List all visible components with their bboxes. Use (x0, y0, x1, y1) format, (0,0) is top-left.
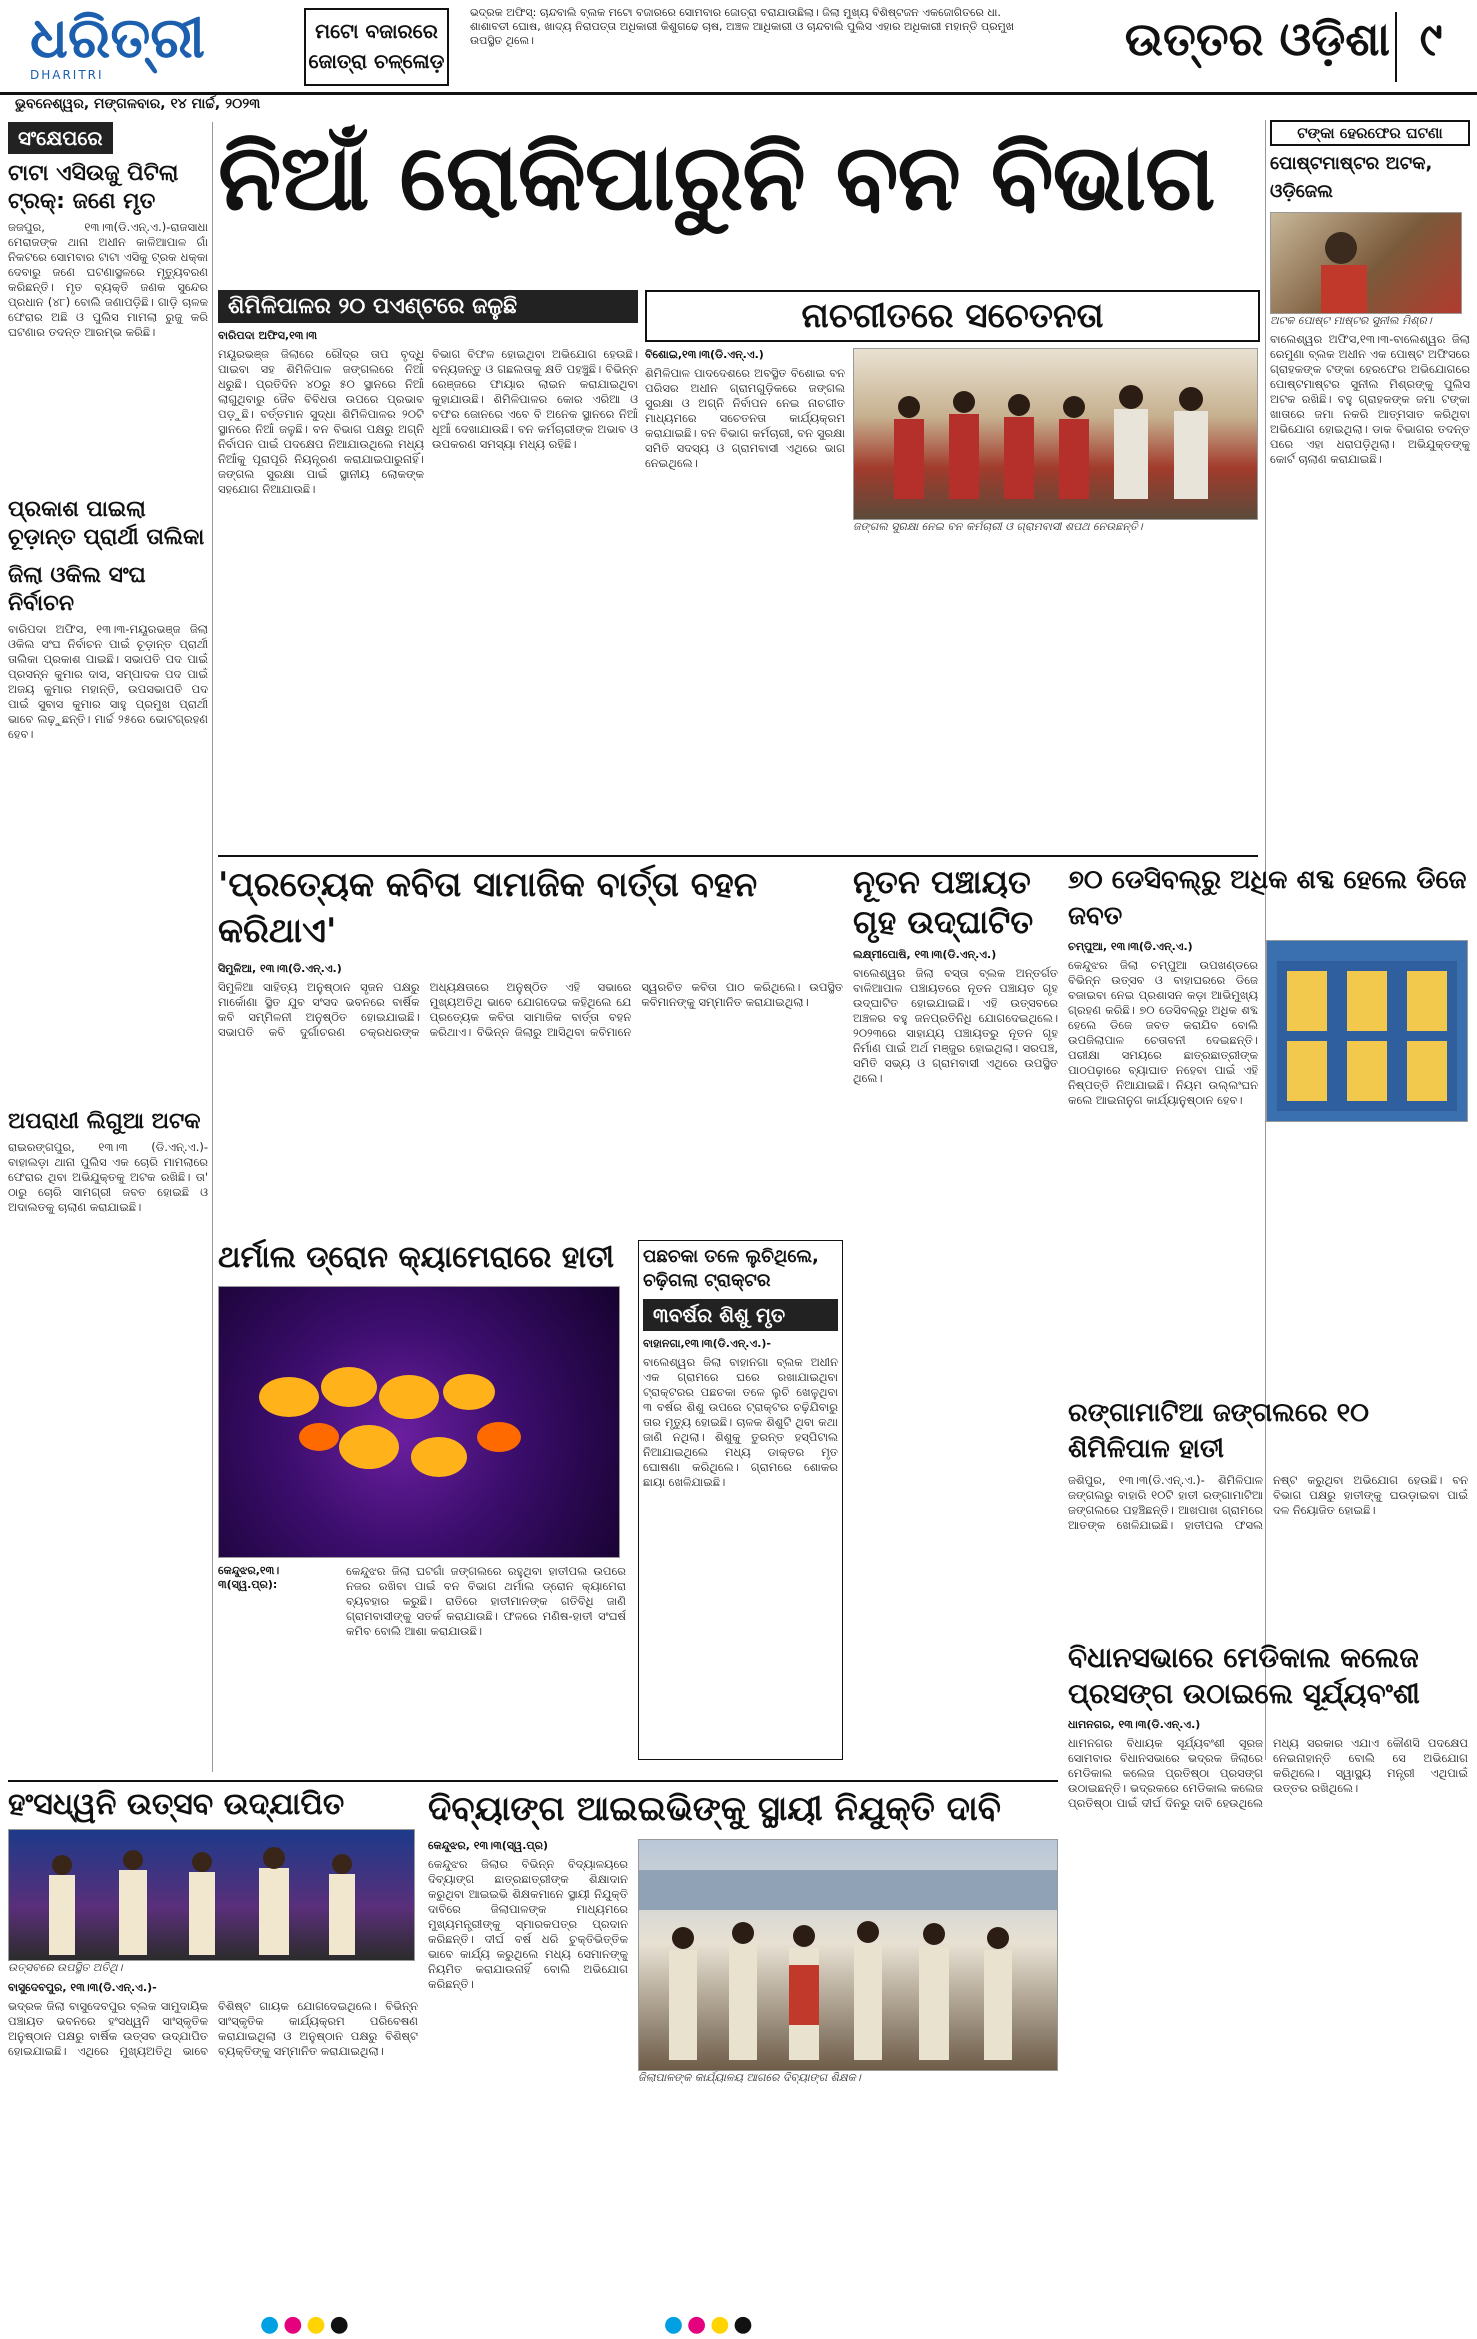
divyang-photo (638, 1839, 1058, 2071)
column-rule (212, 122, 213, 1772)
poetry-body: ସିମୁଳିଆ ସାହିତ୍ୟ ଅନୁଷ୍ଠାନ ସୃଜନ ପକ୍ଷରୁ ମାର୍କୋଣା ସ୍ଥିତ ଯୁବ ସଂସଦ ଭବନରେ ବାର୍ଷିକ କବି ସମ୍ମିଳନୀ ଅନୁଷ୍ଠିତ ହୋଇଯାଇଛି। ସଭାପତି କବି ଦୁର୍ଗାଚରଣ ଚକ୍ରଧରଙ୍କ ଅଧ୍ୟକ୍ଷତାରେ ଅନୁଷ୍ଠିତ ଏହି ସଭାରେ ମୁଖ୍ୟଅତିଥି ଭାବେ ଯୋଗଦେଇ କହିଥିଲେ ଯେ ପ୍ରତ୍ୟେକ କବିତା ସାମାଜିକ ବାର୍ତ୍ତା ବହନ କରିଥାଏ। ବିଭିନ୍ନ ଜିଲାରୁ ଆସିଥିବା କବିମାନେ ସ୍ୱରଚିତ କବିତା ପାଠ କରିଥିଲେ। ଉପସ୍ଥିତ କବିମାନଙ୍କୁ ସମ୍ମାନିତ କରାଯାଇଥିଲା। (218, 980, 843, 1039)
brief-1-body: ଜଜପୁର, ୧୩।୩(ଡି.ଏନ୍.ଏ.)-ରାଜସାଧା ମେରାଜଙ୍କ ଥାନା ଅଧୀନ କାଳିଆପାଳ ଗାଁ ନିକଟରେ ସୋମବାର ଟାଟା ଏସିକୁ ଟ୍ରକ ଧକ୍କା ଦେବାରୁ ଜଣେ ଘଟଣାସ୍ଥଳରେ ମୃତ୍ୟୁବରଣ କରିଛନ୍ତି। ମୃତ ବ୍ୟକ୍ତି ଜଣକ ସୁନ୍ଦେର ପ୍ରଧାନ (୪୮) ବୋଲି ଜଣାପଡ଼ିଛି। ଗାଡ଼ି ଚାଳକ ଫେରାର ଅଛି ଓ ପୁଲିସ ମାମଲା ରୁଜୁ କରି ଘଟଣାର ତଦନ୍ତ ଆରମ୍ଭ କରିଛି। (8, 220, 208, 339)
divyang-story (428, 1787, 1058, 2287)
hansadhwani-caption: ଉତ୍ସବରେ ଉପସ୍ଥିତ ଅତିଥି। (8, 1961, 123, 1974)
awareness-photo (853, 348, 1258, 520)
truck-body: ବାଲେଶ୍ୱର ଜିଲା ବାହାନଗା ବ୍ଲକ ଅଧୀନ ଏକ ଗ୍ରାମରେ ଘରେ ରଖାଯାଇଥିବା ଟ୍ରାକ୍ଟରର ପଛଚକା ତଳେ ଲୁଚି ଖେଳୁଥିବା ୩ ବର୍ଷର ଶିଶୁ ଉପରେ ଟ୍ରାକ୍ଟର ଚଢ଼ିଯିବାରୁ ତାର ମୃତ୍ୟୁ ହୋଇଛି। ଚାଳକ ଶିଶୁଟି ଥିବା କଥା ଜାଣି ନଥିଲା। ଶିଶୁକୁ ତୁରନ୍ତ ହସ୍ପିଟାଲ ନିଆଯାଇଥିଲେ ମଧ୍ୟ ଡାକ୍ତର ମୃତ ଘୋଷଣା କରିଥିଲେ। ଗ୍ରାମରେ ଶୋକର ଛାୟା ଖେଳିଯାଇଛି। (643, 1355, 838, 1489)
fire-body-2: ବିଭାଗ ବିଫଳ ହୋଇଥିବା ଅଭିଯୋଗ ହେଉଛି। ବନ୍ୟଜନ୍ତୁ ଓ ଗଛଲତାକୁ କ୍ଷତି ପହଞ୍ଚୁଛି। ବିଭିନ୍ନ ରେଞ୍ଜରେ ଫାୟାର ଲାଇନ କରାଯାଇଥିବା କୁହାଯାଉଛି। ଶିମିଳିପାଳର କୋର ଏରିଆ ଓ ବଫର ଜୋନରେ ଏବେ ବି ଅନେକ ସ୍ଥାନରେ ନିଆଁ ଧୂଆଁ ଦେଖାଯାଉଛି। ବନ କର୍ମଚାରୀଙ୍କ ଅଭାବ ଓ ଉପକରଣ ସମସ୍ୟା ମଧ୍ୟ ରହିଛି। (432, 347, 638, 451)
panchayat-headline[interactable]: ନୂତନ ପଞ୍ଚାୟତ ଗୃହ ଉଦ୍‌ଘାଟିତ (853, 863, 1034, 941)
postmaster-kicker: ଟଙ୍କା ହେରଫେର ଘଟଣା (1270, 120, 1470, 146)
section-title: ଉତ୍ତର ଓଡ଼ିଶା (1124, 12, 1390, 66)
truck-kicker: ପଛଚକା ତଳେ ଲୁଚିଥିଲେ, ଚଢ଼ିଗଲା ଟ୍ରାକ୍ଟର (643, 1246, 819, 1291)
medical-body: ଧାମନଗର ବିଧାୟକ ସୂର୍ଯ୍ୟବଂଶୀ ସୂରଜ ସୋମବାର ବିଧାନସଭାରେ ଭଦ୍ରକ ଜିଲାରେ ମେଡିକାଲ କଲେଜ ପ୍ରତିଷ୍ଠା ପ୍ରସଙ୍ଗ ଉଠାଇଛନ୍ତି। ଭଦ୍ରକରେ ମେଡିକାଲ କଲେଜ ପ୍ରତିଷ୍ଠା ପାଇଁ ଦୀର୍ଘ ଦିନରୁ ଦାବି ହେଉଥିଲେ ମଧ୍ୟ ସରକାର ଏଯାଏ କୌଣସି ପଦକ୍ଷେପ ନେଇନାହାନ୍ତି ବୋଲି ସେ ଅଭିଯୋଗ କରିଥିଲେ। ସ୍ୱାସ୍ଥ୍ୟ ମନ୍ତ୍ରୀ ଏଥିପାଇଁ ଉତ୍ତର ରଖିଥିଲେ। (1068, 1736, 1468, 1810)
promo-box[interactable]: ମଟୋ ବଜାରରେ ଜୋତ୍ରା ଚଳ୍ଳୋଡ଼ (304, 8, 449, 86)
poetry-story (218, 862, 843, 1242)
hansadhwani-body: ଭଦ୍ରକ ଜିଲା ବାସୁଦେବପୁର ବ୍ଲକ ସାମୁଦାୟିକ ପଞ୍ଚାୟତ ଭବନରେ ହଂସଧ୍ୱନି ସାଂସ୍କୃତିକ ଅନୁଷ୍ଠାନ ପକ୍ଷରୁ ବାର୍ଷିକ ଉତ୍ସବ ଉଦ୍‌ଯାପିତ ହୋଇଯାଇଛି। ଏଥିରେ ମୁଖ୍ୟଅତିଥି ଭାବେ ବିଶିଷ୍ଟ ଗାୟକ ଯୋଗଦେଇଥିଲେ। ବିଭିନ୍ନ ସାଂସ୍କୃତିକ କାର୍ଯ୍ୟକ୍ରମ ପରିବେଷଣ କରାଯାଇଥିଲା ଓ ଅନୁଷ୍ଠାନ ପକ୍ଷରୁ ବିଶିଷ୍ଟ ବ୍ୟକ୍ତିଙ୍କୁ ସମ୍ମାନିତ କରାଯାଇଥିଲା। (8, 1999, 418, 2058)
decibel-photo (1266, 940, 1468, 1122)
brief-1-title[interactable]: ଟାଟା ଏସିଉଜୁ ପିଟିଲା ଟ୍ରକ୍: ଜଣେ ମୃତ (8, 161, 179, 214)
panchayat-body: ବାଲେଶ୍ୱର ଜିଲା ବସ୍ତା ବ୍ଲକ ଅନ୍ତର୍ଗତ ବାଳିଆପାଳ ପଞ୍ଚାୟତରେ ନୂତନ ପଞ୍ଚାୟତ ଗୃହ ଉଦ୍‌ଘାଟିତ ହୋଇଯାଇଛି। ଏହି ଉତ୍ସବରେ ଅଞ୍ଚଳର ବହୁ ଜନପ୍ରତିନିଧି ଯୋଗଦେଇଥିଲେ। ୨୦୨୩ରେ ସାହାଯ୍ୟ ପଞ୍ଚାୟତରୁ ନୂତନ ଗୃହ ନିର୍ମାଣ ପାଇଁ ଅର୍ଥ ମଞ୍ଜୁର ହୋଇଥିଲା। ସରପଞ୍ଚ, ସମିତି ସଭ୍ୟ ଓ ଗ୍ରାମବାସୀ ଏଥିରେ ଉପସ୍ଥିତ ଥିଲେ। (853, 966, 1058, 1085)
thermal-headline[interactable]: ଥର୍ମାଲ ଡ୍ରୋନ କ୍ୟାମେରାରେ ହାତୀ (218, 1240, 615, 1275)
footer-registration-marks: ●●●● ●●●● (260, 2312, 757, 2337)
awareness-byline: ବିଶୋଇ,୧୩।୩(ଡି.ଏନ୍.ଏ.) (645, 348, 764, 361)
truck-byline: ବାହାନଗା,୧୩।୩(ଡି.ଏନ୍.ଏ.)- (643, 1337, 771, 1350)
decibel-byline: ଚମ୍ପୁଆ, ୧୩।୩(ଡି.ଏନ୍.ଏ.) (1068, 940, 1193, 953)
divyang-byline: କେନ୍ଦୁଝର, ୧୩।୩(ସ୍ୱ.ପ୍ର) (428, 1839, 548, 1852)
dateline: ଭୁବନେଶ୍ୱର, ମଙ୍ଗଳବାର, ୧୪ ମାର୍ଚ୍ଚ, ୨୦୨୩ (15, 96, 261, 112)
divider (8, 1780, 1058, 1782)
brief-3-body: ବାରିପଦା ଅଫିସ, ୧୩।୩-ମୟୂରଭଞ୍ଜ ଜିଲା ଓକିଲ ସଂଘ ନିର୍ବାଚନ ପାଇଁ ଚୂଡ଼ାନ୍ତ ପ୍ରାର୍ଥୀ ତାଲିକା ପ୍ରକାଶ ପାଇଛି। ସଭାପତି ପଦ ପାଇଁ ପ୍ରସନ୍ନ କୁମାର ଦାସ, ସମ୍ପାଦକ ପଦ ପାଇଁ ଅଜୟ କୁମାର ମହାନ୍ତି, ଉପସଭାପତି ପଦ ପାଇଁ ସୁବାସ କୁମାର ସାହୁ ପ୍ରମୁଖ ପ୍ରାର୍ଥୀ ଭାବେ ଲଢ଼ୁଛନ୍ତି। ମାର୍ଚ୍ଚ ୨୫ରେ ଭୋଟଗ୍ରହଣ ହେବ। (8, 622, 208, 741)
thermal-body: କେନ୍ଦୁଝର ଜିଲା ଘଟଗାଁ ଜଙ୍ଗଲରେ ରହୁଥିବା ହାତୀପଲ ଉପରେ ନଜର ରଖିବା ପାଇଁ ବନ ବିଭାଗ ଥର୍ମାଲ ଡ୍ରୋନ କ୍ୟାମେରା ବ୍ୟବହାର କରୁଛି। ରାତିରେ ହାତୀମାନଙ୍କ ଗତିବିଧି ଜାଣି ଗ୍ରାମବାସୀଙ୍କୁ ସତର୍କ କରାଯାଉଛି। ଫଳରେ ମଣିଷ-ହାତୀ ସଂଘର୍ଷ କମିବ ବୋଲି ଆଶା କରାଯାଉଛି। (346, 1564, 626, 1638)
truck-story (638, 1240, 843, 1760)
postmaster-photo (1270, 212, 1462, 314)
medical-headline[interactable]: ବିଧାନସଭାରେ ମେଡିକାଲ କଲେଜ ପ୍ରସଙ୍ଗ ଉଠାଇଲେ ସୂର୍ଯ୍ୟବଂଶୀ (1068, 1641, 1420, 1710)
hansadhwani-byline: ବାସୁଦେବପୁର, ୧୩।୩(ଡି.ଏନ୍.ଏ.)- (8, 1981, 157, 1994)
decibel-body: କେନ୍ଦୁଝର ଜିଲା ଚମ୍ପୁଆ ଉପଖଣ୍ଡରେ ବିଭିନ୍ନ ଉତ୍ସବ ଓ ବାହାଘରରେ ଡିଜେ ବଜାଇବା ନେଇ ପ୍ରଶାସନ କଡ଼ା ଆଭିମୁଖ୍ୟ ଗ୍ରହଣ କରିଛି। ୭୦ ଡେସିବଲ୍‌ରୁ ଅଧିକ ଶବ୍ଦ ହେଲେ ଡିଜେ ଜବତ କରାଯିବ ବୋଲି ଉପଜିଲାପାଳ ଚେତାବନୀ ଦେଇଛନ୍ତି। ପରୀକ୍ଷା ସମୟରେ ଛାତ୍ରଛାତ୍ରୀଙ୍କ ପାଠପଢ଼ାରେ ବ୍ୟାଘାତ ନହେବା ପାଇଁ ଏହି ନିଷ୍ପତ୍ତି ନିଆଯାଇଛି। ନିୟମ ଉଲ୍ଲଂଘନ କଲେ ଆଇନାନୁଗ କାର୍ଯ୍ୟାନୁଷ୍ଠାନ ହେବ। (1068, 958, 1258, 1107)
similipal-story (1068, 1395, 1468, 1625)
group-people-icon (854, 349, 1258, 519)
postmaster-headline[interactable]: ପୋଷ୍ଟମାଷ୍ଟର ଅଟକ, ଓଡ଼ିଜେଲ (1270, 153, 1433, 202)
logo-sub: DHARITRI (30, 68, 104, 82)
awareness-headline[interactable]: ନାଚଗୀତରେ ସଚେତନତା (645, 290, 1260, 342)
briefs-column (8, 122, 208, 1772)
masthead (0, 0, 1477, 95)
fire-story (218, 290, 638, 835)
medical-story (1068, 1640, 1468, 2290)
brief-3-title[interactable]: ଜିଲା ଓକିଲ ସଂଘ ନିର୍ବାଚନ (8, 563, 146, 616)
fire-byline: ବାରିପଦା ଅଫିସ,୧୩।୩ (218, 329, 318, 342)
thermal-byline: କେନ୍ଦୁଝର,୧୩।୩(ସ୍ୱ.ପ୍ର): (218, 1564, 280, 1591)
postmaster-body: ବାଲେଶ୍ୱର ଅଫିସ,୧୩।୩-ବାଲେଶ୍ୱର ଜିଲା ରେମୁଣା ବ୍ଲକ ଅଧୀନ ଏକ ପୋଷ୍ଟ ଅଫିସରେ ଗ୍ରାହକଙ୍କ ଟଙ୍କା ହେରଫେର ଅଭିଯୋଗରେ ପୋଷ୍ଟମାଷ୍ଟର ସୁନୀଲ ମିଶ୍ରଙ୍କୁ ପୁଲିସ ଅଟକ ରଖିଛି। ବହୁ ଗ୍ରାହକଙ୍କ ଜମା ଟଙ୍କା ଖାତାରେ ଜମା ନକରି ଆତ୍ମସାତ କରିଥିବା ଅଭିଯୋଗ ହୋଇଥିଲା। ଡାକ ବିଭାଗର ତଦନ୍ତ ପରେ ଏହା ଧରାପଡ଼ିଥିଲା। ଅଭିଯୁକ୍ତଙ୍କୁ କୋର୍ଟ ଚାଲାଣ କରାଯାଇଛି। (1270, 332, 1470, 466)
thermal-story (218, 1240, 628, 1780)
divyang-body: କେନ୍ଦୁଝର ଜିଲାର ବିଭିନ୍ନ ବିଦ୍ୟାଳୟରେ ଦିବ୍ୟାଙ୍ଗ ଛାତ୍ରଛାତ୍ରୀଙ୍କ ଶିକ୍ଷାଦାନ କରୁଥିବା ଆଇଇଭି ଶିକ୍ଷକମାନେ ସ୍ଥାୟୀ ନିଯୁକ୍ତି ଦାବିରେ ଜିଲାପାଳଙ୍କ ମାଧ୍ୟମରେ ମୁଖ୍ୟମନ୍ତ୍ରୀଙ୍କୁ ସ୍ମାରକପତ୍ର ପ୍ରଦାନ କରିଛନ୍ତି। ଦୀର୍ଘ ବର୍ଷ ଧରି ଚୁକ୍ତିଭିତ୍ତିକ ଭାବେ କାର୍ଯ୍ୟ କରୁଥିଲେ ମଧ୍ୟ ସେମାନଙ୍କୁ ନିୟମିତ କରାଯାଉନାହିଁ ବୋଲି ଅଭିଯୋଗ କରିଛନ୍ତି। (428, 1857, 628, 1991)
awareness-body: ଶିମିଳିପାଳ ପାଦଦେଶରେ ଅବସ୍ଥିତ ବିଶୋଇ ବନ ପରିସର ଅଧୀନ ଗ୍ରାମଗୁଡ଼ିକରେ ଜଙ୍ଗଲ ସୁରକ୍ଷା ଓ ଅଗ୍ନି ନିର୍ବାପନ ନେଇ ନାଚଗୀତ ମାଧ୍ୟମରେ ସଚେତନତା କାର୍ଯ୍ୟକ୍ରମ କରାଯାଇଛି। ବନ ବିଭାଗ କର୍ମଚାରୀ, ବନ ସୁରକ୍ଷା ସମିତି ସଦସ୍ୟ ଓ ଗ୍ରାମବାସୀ ଏଥିରେ ଭାଗ ନେଇଥିଲେ। (645, 366, 845, 470)
elephant-icon (219, 1287, 619, 1557)
divyang-caption: ଜିଲାପାଳଙ୍କ କାର୍ଯ୍ୟାଳୟ ଆଗରେ ଦିବ୍ୟାଙ୍ଗ ଶିକ୍ଷକ। (638, 2071, 861, 2084)
similipal-body: ଜଶିପୁର, ୧୩।୩(ଡି.ଏନ୍.ଏ.)- ଶିମିଳିପାଳ ଜଙ୍ଗଲରୁ ବାହାରି ୧୦ଟି ହାତୀ ରଙ୍ଗାମାଟିଆ ଜଙ୍ଗଲରେ ପହଞ୍ଚିଛନ୍ତି। ଆଖପାଖ ଗ୍ରାମରେ ଆତଙ୍କ ଖେଳିଯାଇଛି। ହାତୀପଲ ଫସଲ ନଷ୍ଟ କରୁଥିବା ଅଭିଯୋଗ ହେଉଛି। ବନ ବିଭାଗ ପକ୍ଷରୁ ହାତୀଙ୍କୁ ଘଉଡ଼ାଇବା ପାଇଁ ଦଳ ନିୟୋଜିତ ହୋଇଛି। (1068, 1473, 1468, 1532)
postmaster-story (1270, 120, 1470, 780)
decibel-headline[interactable]: ୭୦ ଡେସିବଲ୍‌ରୁ ଅଧିକ ଶବ୍ଦ ହେଲେ ଡିଜେ ଜବତ (1068, 865, 1467, 931)
similipal-headline[interactable]: ରଙ୍ଗାମାଟିଆ ଜଙ୍ଗଲରେ ୧୦ ଶିମିଳିପାଳ ହାତୀ (1068, 1398, 1369, 1464)
lead-headline[interactable]: ନିଆଁ ରୋକିପାରୁନି ବନ ବିଭାଗ (218, 124, 1215, 231)
postmaster-caption: ଅଟକ ପୋଷ୍ଟ ମାଷ୍ଟର ସୁନୀଲ ମିଶ୍ର। (1270, 314, 1432, 327)
hansadhwani-headline[interactable]: ହଂସଧ୍ୱନି ଉତ୍ସବ ଉଦ୍‌ଯାପିତ (8, 1787, 345, 1822)
protest-group-icon (639, 1840, 1058, 2070)
logo[interactable] (30, 5, 240, 88)
promo-text: ଭଦ୍ରକ ଅଫିସ୍: ଚାନ୍ଦବାଲି ବ୍ଲକ ମଟୋ ବଜାରରେ ସୋମବାର ଜୋତ୍ରା ବରାଯାଉଛିଲା। ଜିଲା ମୁଖ୍ୟ ବିଶିଷ୍ଟଜନ ଏକଜୋଗିତରେ ଧା. ଶାଶାବତୀ ଘୋଷ, ଖାଦ୍ୟ ନିରାପତ୍ତା ଅଧିକାରୀ କିଶୁଗଢେ ଚାଷ, ଅଞ୍ଚଳ ଆଧିକାରୀ ଓ ଚାନ୍ଦବାଲି ପୁଲିସ ଏହାର ଅଧିକାରୀ ମହାନ୍ତି ପ୍ରମୁଖ ଉପସ୍ଥିତ ଥିଲେ। (470, 6, 1015, 47)
stage-people-icon (9, 1830, 414, 1960)
thermal-photo (218, 1286, 620, 1558)
medical-byline: ଧାମନଗର, ୧୩।୩(ଡି.ଏନ୍.ଏ.) (1068, 1718, 1201, 1731)
hansadhwani-story (8, 1787, 418, 2287)
logo-text: ଧରିତ୍ରୀ (30, 5, 205, 71)
panchayat-story (853, 862, 1058, 1762)
truck-headline[interactable]: ୩ବର୍ଷର ଶିଶୁ ମୃତ (643, 1299, 838, 1331)
poetry-byline: ସିମୁଳିଆ, ୧୩।୩(ଡି.ଏନ୍.ଏ.) (218, 962, 342, 975)
speaker-icon (1267, 941, 1467, 1121)
divider (218, 855, 1258, 857)
brief-4-title[interactable]: ଅପରାଧୀ ଲିଗୁଆ ଅଟକ (8, 1109, 201, 1134)
poetry-headline[interactable]: 'ପ୍ରତ୍ୟେକ କବିତା ସାମାଜିକ ବାର୍ତ୍ତା ବହନ କରିଥାଏ' (218, 865, 758, 951)
panchayat-byline: ଲକ୍ଷ୍ମୀପୋଷି, ୧୩।୩(ଡି.ଏନ୍.ଏ.) (853, 948, 997, 961)
person-icon (1271, 213, 1461, 313)
fire-subhead[interactable]: ଶିମିଳିପାଳର ୨୦ ପଏଣ୍ଟରେ ଜଳୁଛି (218, 290, 638, 323)
awareness-story (645, 290, 1260, 760)
brief-4-body: ରାଇରଙ୍ଗପୁର, ୧୩।୩ (ଡି.ଏନ୍.ଏ.)-ବାହାଲଡ଼ା ଥାନା ପୁଲିସ ଏକ ଚୋରି ମାମଲାରେ ଫେରାର ଥିବା ଅଭିଯୁକ୍ତକୁ ଅଟକ ରଖିଛି। ତା' ଠାରୁ ଚୋରି ସାମଗ୍ରୀ ଜବତ ହୋଇଛି ଓ ଅଦାଲତକୁ ଚାଲାଣ କରାଯାଇଛି। (8, 1140, 208, 1214)
hansadhwani-photo (8, 1829, 415, 1961)
awareness-caption: ଜଙ୍ଗଲ ସୁରକ୍ଷା ନେଇ ବନ କର୍ମଚାରୀ ଓ ଗ୍ରାମବାସୀ ଶପଥ ନେଉଛନ୍ତି। (853, 520, 1143, 533)
decibel-story (1068, 862, 1468, 1382)
brief-2-title[interactable]: ପ୍ରକାଶ ପାଇଲା ଚୂଡ଼ାନ୍ତ ପ୍ରାର୍ଥୀ ତାଲିକା (8, 497, 205, 550)
fire-body-1: ମୟୂରଭଞ୍ଜ ଜିଲାରେ ରୌଦ୍ର ତାପ ବୃଦ୍ଧି ପାଇବା ସହ ଶିମିଳିପାଳ ଜଙ୍ଗଲରେ ନିଆଁ ଧରୁଛି। ପ୍ରତିଦିନ ୪୦ରୁ ୫୦ ସ୍ଥାନରେ ନିଆଁ ଲାଗୁଥିବାରୁ ଜୈବ ବିବିଧତା ଉପରେ ପ୍ରଭାବ ପଡ଼ୁଛି। ବର୍ତ୍ତମାନ ସୁଦ୍ଧା ଶିମିଳିପାଳର ୨୦ଟି ସ୍ଥାନରେ ନିଆଁ ଜଳୁଛି। ବନ ବିଭାଗ ପକ୍ଷରୁ ଅଗ୍ନି ନିର୍ବାପନ ପାଇଁ ପଦକ୍ଷେପ ନିଆଯାଉଥିଲେ ମଧ୍ୟ ନିଆଁକୁ ପୂରାପୂରି ନିୟନ୍ତ୍ରଣ କରାଯାଇପାରୁନାହିଁ। ଜଙ୍ଗଲ ସୁରକ୍ଷା ପାଇଁ ସ୍ଥାନୀୟ ଲୋକଙ୍କ ସହଯୋଗ ନିଆଯାଉଛି। (218, 347, 424, 496)
briefs-kicker: ସଂକ୍ଷେପରେ (8, 122, 113, 154)
page-number: ୯ (1395, 12, 1465, 82)
divyang-headline[interactable]: ଦିବ୍ୟାଙ୍ଗ ଆଇଇଭିଙ୍କୁ ସ୍ଥାୟୀ ନିଯୁକ୍ତି ଦାବି (428, 1789, 1001, 1829)
